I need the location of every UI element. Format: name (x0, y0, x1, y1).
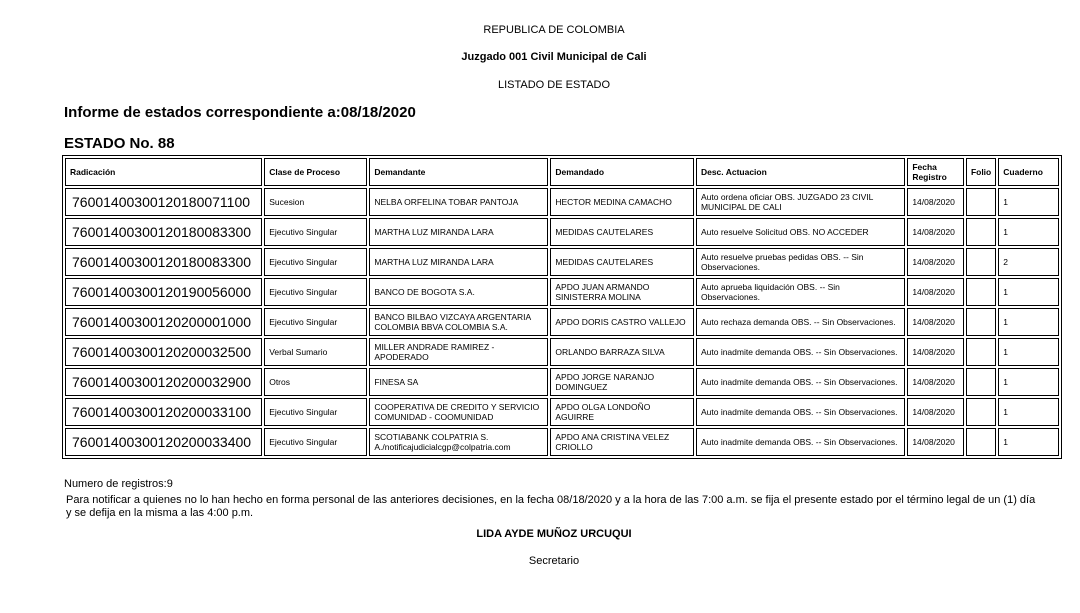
cell-fecha: 14/08/2020 (907, 218, 964, 246)
cell-clase: Sucesion (264, 188, 367, 216)
cell-demandado: APDO JORGE NARANJO DOMINGUEZ (550, 368, 694, 396)
column-header: Demandado (550, 158, 694, 186)
report-title: Informe de estados correspondiente a:08/18/2020 (64, 104, 416, 121)
cell-actuacion: Auto inadmite demanda OBS. -- Sin Observaciones. (696, 368, 905, 396)
cell-folio (966, 338, 996, 366)
estado-table (62, 155, 1062, 459)
cell-radicacion: 76001400300120200032900 (65, 368, 262, 396)
table-row (65, 188, 1059, 216)
table-row (65, 308, 1059, 336)
cell-radicacion: 76001400300120200001000 (65, 308, 262, 336)
column-header: Folio (966, 158, 996, 186)
estado-number: ESTADO No. 88 (64, 135, 175, 152)
cell-clase: Ejecutivo Singular (264, 248, 367, 276)
cell-cuaderno: 1 (998, 188, 1059, 216)
cell-folio (966, 248, 996, 276)
cell-demandante: MILLER ANDRADE RAMIREZ - APODERADO (369, 338, 548, 366)
cell-radicacion: 76001400300120190056000 (65, 278, 262, 306)
cell-actuacion: Auto inadmite demanda OBS. -- Sin Observaciones. (696, 398, 905, 426)
cell-fecha: 14/08/2020 (907, 428, 964, 456)
table-row (65, 428, 1059, 456)
table-row (65, 278, 1059, 306)
cell-demandante: COOPERATIVA DE CREDITO Y SERVICIO COMUNIDAD - COOMUNIDAD (369, 398, 548, 426)
column-header: Desc. Actuacion (696, 158, 905, 186)
cell-folio (966, 368, 996, 396)
cell-radicacion: 76001400300120180083300 (65, 248, 262, 276)
cell-radicacion: 76001400300120200033400 (65, 428, 262, 456)
cell-demandante: MARTHA LUZ MIRANDA LARA (369, 218, 548, 246)
table-row (65, 218, 1059, 246)
cell-clase: Ejecutivo Singular (264, 308, 367, 336)
cell-actuacion: Auto ordena oficiar OBS. JUZGADO 23 CIVIL MUNICIPAL DE CALI (696, 188, 905, 216)
cell-cuaderno: 2 (998, 248, 1059, 276)
cell-demandado: APDO ANA CRISTINA VELEZ CRIOLLO (550, 428, 694, 456)
cell-fecha: 14/08/2020 (907, 368, 964, 396)
cell-demandante: BANCO DE BOGOTA S.A. (369, 278, 548, 306)
column-header: Demandante (369, 158, 548, 186)
cell-radicacion: 76001400300120200032500 (65, 338, 262, 366)
column-header: Cuaderno (998, 158, 1059, 186)
cell-radicacion: 76001400300120180083300 (65, 218, 262, 246)
cell-clase: Ejecutivo Singular (264, 398, 367, 426)
cell-folio (966, 308, 996, 336)
cell-fecha: 14/08/2020 (907, 398, 964, 426)
court-heading: Juzgado 001 Civil Municipal de Cali (461, 51, 647, 63)
table-row (65, 248, 1059, 276)
signer-role: Secretario (528, 555, 580, 567)
cell-clase: Ejecutivo Singular (264, 218, 367, 246)
cell-clase: Ejecutivo Singular (264, 278, 367, 306)
signer-name: LIDA AYDE MUÑOZ URCUQUI (476, 528, 632, 540)
cell-actuacion: Auto resuelve pruebas pedidas OBS. -- Sin Observaciones. (696, 248, 905, 276)
cell-clase: Ejecutivo Singular (264, 428, 367, 456)
notification-text: Para notificar a quienes no lo han hecho en forma personal de las anteriores decisiones, en la fecha 08/18/2020 y a la hora de las 7:00 a.m. se fija el presente estado por el término legal de un (1) día y se defija en la misma a las 4:00 p.m. (66, 494, 1036, 519)
cell-clase: Otros (264, 368, 367, 396)
cell-demandado: APDO DORIS CASTRO VALLEJO (550, 308, 694, 336)
cell-fecha: 14/08/2020 (907, 338, 964, 366)
cell-actuacion: Auto rechaza demanda OBS. -- Sin Observaciones. (696, 308, 905, 336)
table-row (65, 338, 1059, 366)
cell-demandante: FINESA SA (369, 368, 548, 396)
column-header: Clase de Proceso (264, 158, 367, 186)
cell-clase: Verbal Sumario (264, 338, 367, 366)
cell-fecha: 14/08/2020 (907, 248, 964, 276)
cell-cuaderno: 1 (998, 398, 1059, 426)
cell-demandado: APDO OLGA LONDOÑO AGUIRRE (550, 398, 694, 426)
cell-demandado: MEDIDAS CAUTELARES (550, 218, 694, 246)
country-heading: REPUBLICA DE COLOMBIA (483, 24, 625, 36)
cell-actuacion: Auto aprueba liquidación OBS. -- Sin Observaciones. (696, 278, 905, 306)
cell-demandante: BANCO BILBAO VIZCAYA ARGENTARIA COLOMBIA BBVA COLOMBIA S.A. (369, 308, 548, 336)
table-header-row (65, 158, 1059, 186)
cell-demandado: MEDIDAS CAUTELARES (550, 248, 694, 276)
cell-demandante: NELBA ORFELINA TOBAR PANTOJA (369, 188, 548, 216)
table-row (65, 398, 1059, 426)
cell-fecha: 14/08/2020 (907, 308, 964, 336)
cell-demandante: SCOTIABANK COLPATRIA S. A./notificajudicialcgp@colpatria.com (369, 428, 548, 456)
cell-folio (966, 218, 996, 246)
cell-radicacion: 76001400300120180071100 (65, 188, 262, 216)
record-count: Numero de registros:9 (64, 478, 173, 490)
cell-fecha: 14/08/2020 (907, 278, 964, 306)
cell-actuacion: Auto inadmite demanda OBS. -- Sin Observaciones. (696, 428, 905, 456)
column-header: Fecha Registro (907, 158, 964, 186)
column-header: Radicación (65, 158, 262, 186)
cell-folio (966, 398, 996, 426)
cell-fecha: 14/08/2020 (907, 188, 964, 216)
cell-cuaderno: 1 (998, 308, 1059, 336)
cell-folio (966, 188, 996, 216)
cell-actuacion: Auto resuelve Solicitud OBS. NO ACCEDER (696, 218, 905, 246)
cell-cuaderno: 1 (998, 278, 1059, 306)
cell-cuaderno: 1 (998, 368, 1059, 396)
cell-folio (966, 278, 996, 306)
cell-demandante: MARTHA LUZ MIRANDA LARA (369, 248, 548, 276)
cell-folio (966, 428, 996, 456)
cell-actuacion: Auto inadmite demanda OBS. -- Sin Observaciones. (696, 338, 905, 366)
cell-demandado: HECTOR MEDINA CAMACHO (550, 188, 694, 216)
cell-demandado: ORLANDO BARRAZA SILVA (550, 338, 694, 366)
table-row (65, 368, 1059, 396)
list-title: LISTADO DE ESTADO (497, 79, 611, 91)
cell-cuaderno: 1 (998, 218, 1059, 246)
cell-cuaderno: 1 (998, 428, 1059, 456)
estado-table-container (62, 155, 1080, 459)
cell-radicacion: 76001400300120200033100 (65, 398, 262, 426)
cell-cuaderno: 1 (998, 338, 1059, 366)
cell-demandado: APDO JUAN ARMANDO SINISTERRA MOLINA (550, 278, 694, 306)
